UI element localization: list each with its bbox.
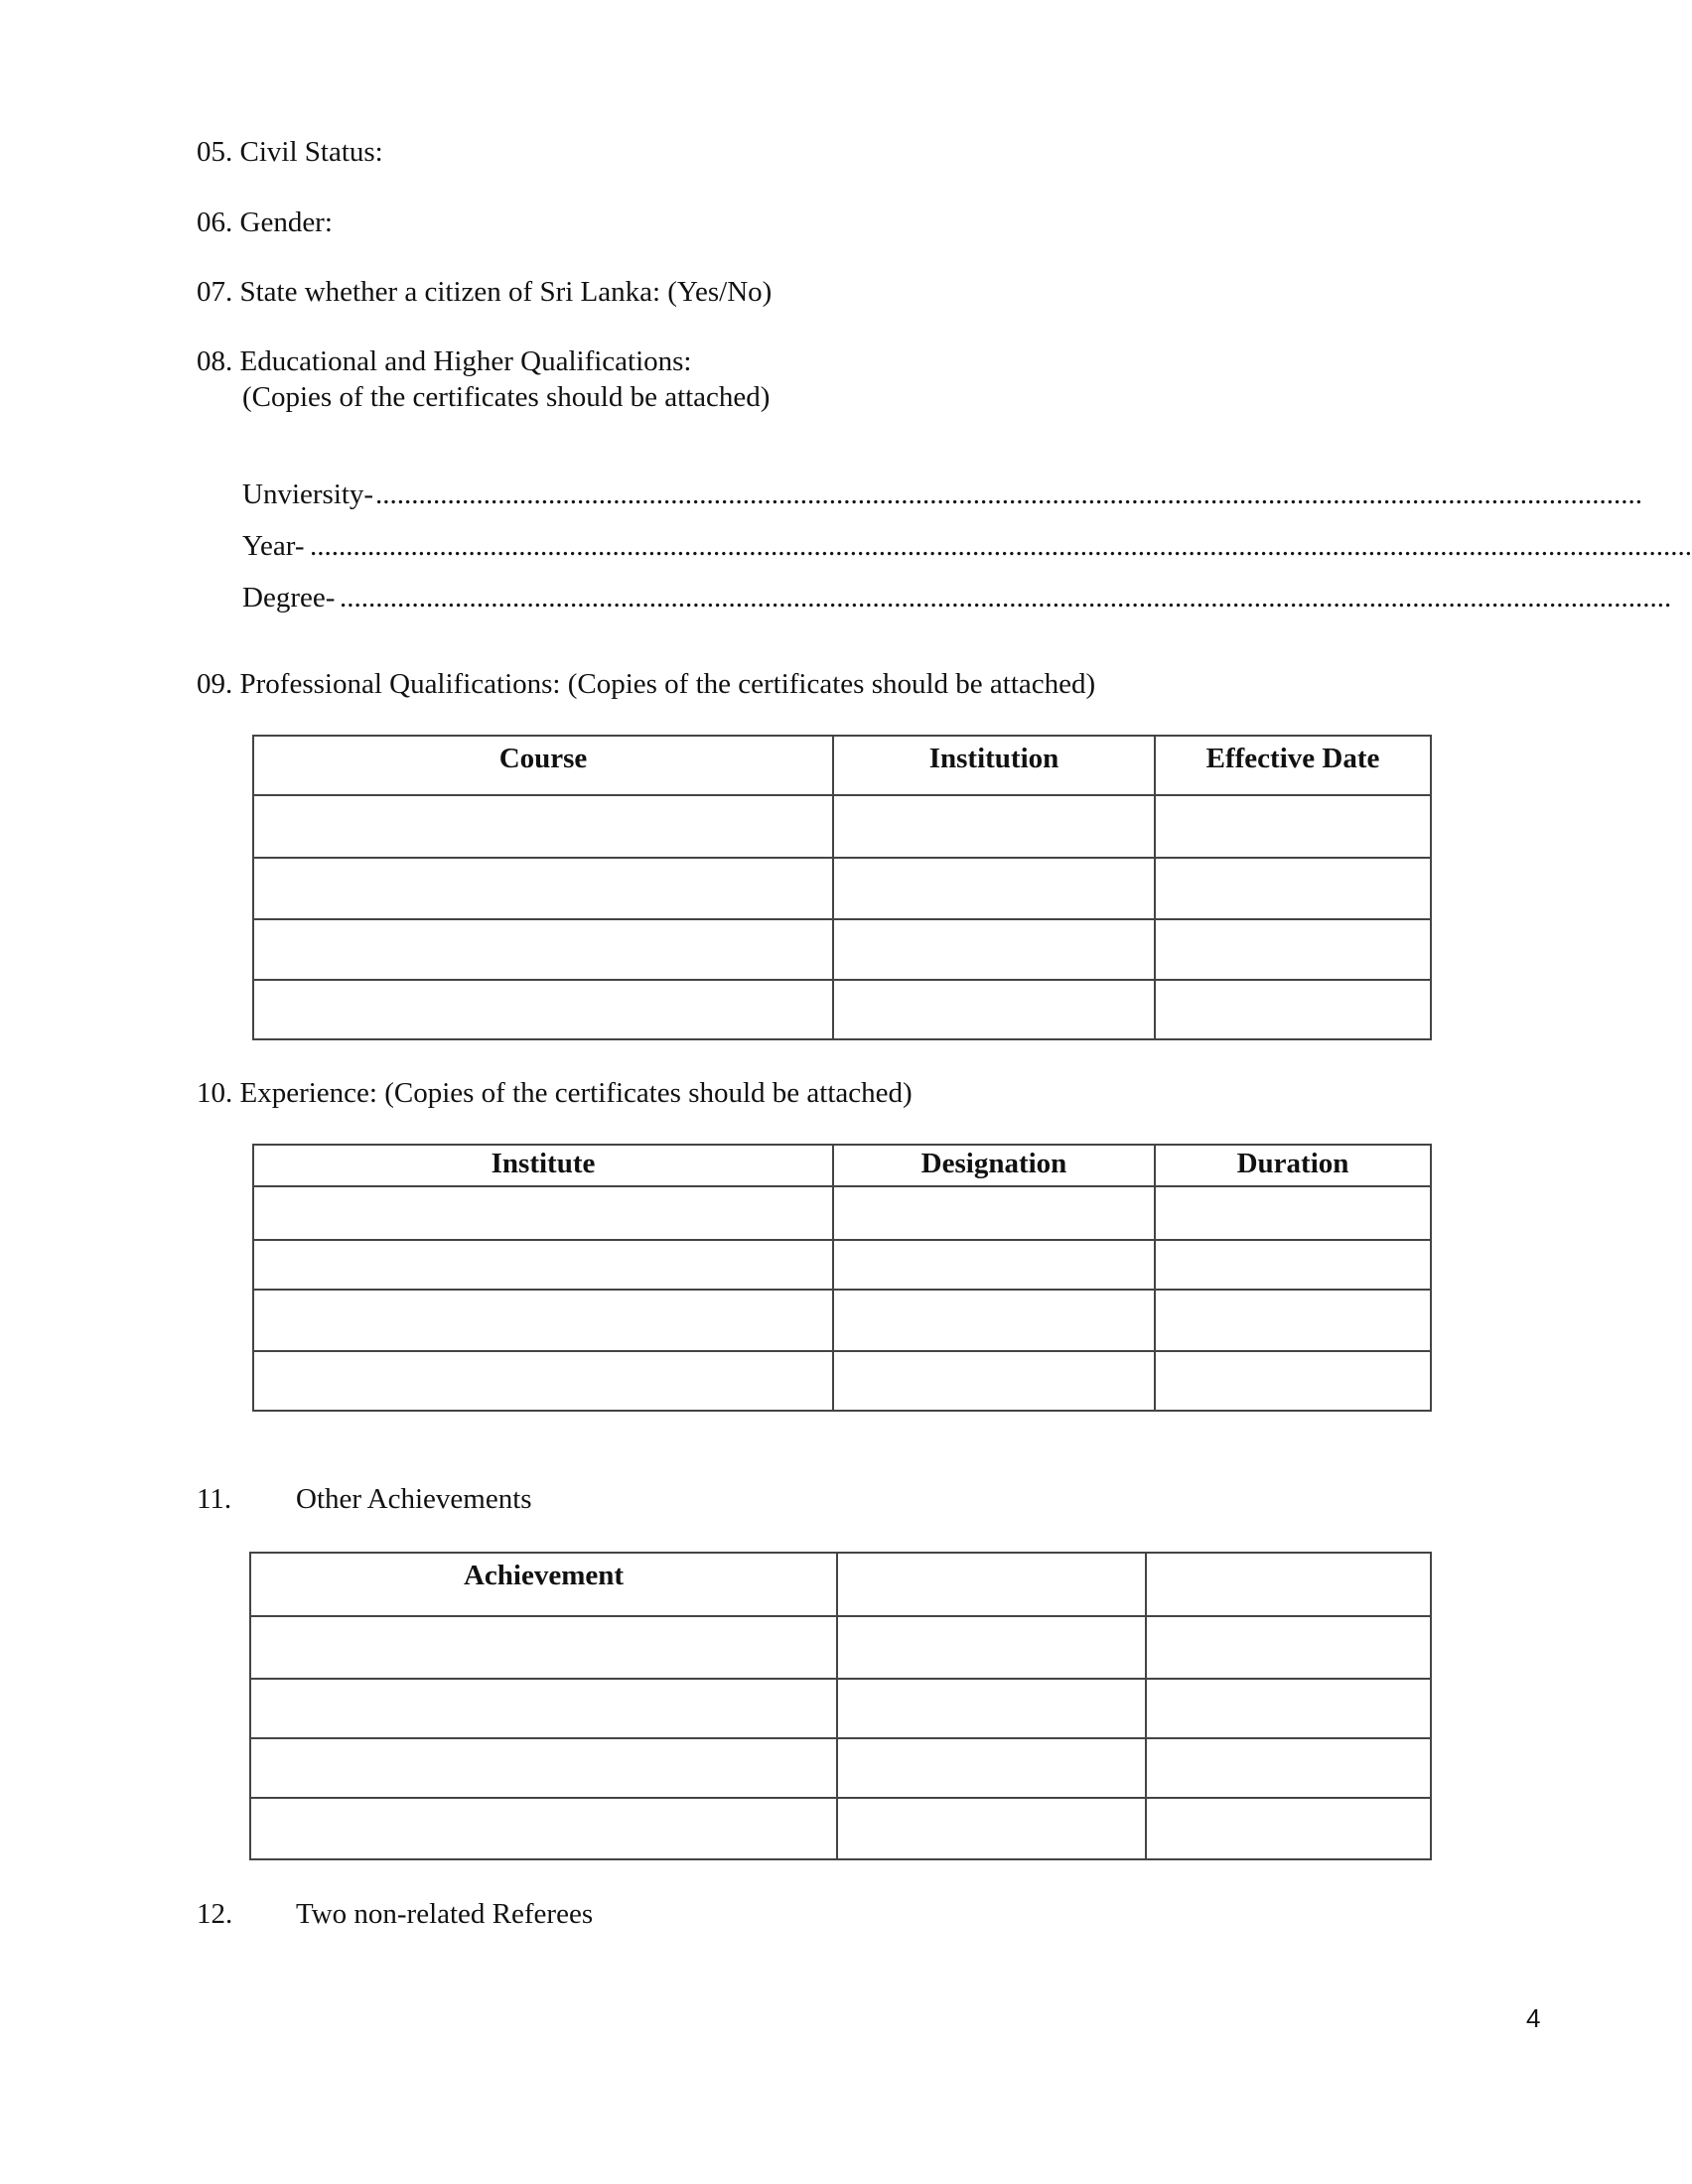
item-education-note: (Copies of the certificates should be attached) — [242, 381, 771, 413]
item-experience-title: 10. Experience: (Copies of the certificates should be attached) — [197, 1077, 913, 1109]
table-cell[interactable] — [833, 1290, 1155, 1351]
header-institute: Institute — [253, 1145, 833, 1186]
header-designation: Designation — [833, 1145, 1155, 1186]
page-number: 4 — [1526, 2003, 1541, 2033]
item-achievements-title: Other Achievements — [296, 1483, 532, 1515]
table-cell[interactable] — [1155, 1240, 1431, 1290]
table-cell[interactable] — [833, 858, 1155, 919]
university-fill-line[interactable]: ................................................................................................................................................................................ — [375, 478, 1642, 510]
table-row — [253, 919, 1431, 980]
item-referees-number: 12. — [197, 1898, 233, 1930]
table-cell[interactable] — [833, 1351, 1155, 1411]
table-row — [253, 1186, 1431, 1240]
table-cell[interactable] — [250, 1738, 837, 1798]
table-cell[interactable] — [837, 1679, 1146, 1738]
header-achievement: Achievement — [250, 1553, 837, 1616]
table-cell[interactable] — [250, 1679, 837, 1738]
table-cell[interactable] — [1146, 1616, 1431, 1679]
table-cell[interactable] — [253, 858, 833, 919]
item-referees-title: Two non-related Referees — [296, 1898, 594, 1930]
table-cell[interactable] — [1155, 919, 1431, 980]
table-cell[interactable] — [833, 919, 1155, 980]
table-cell[interactable] — [253, 919, 833, 980]
degree-label: Degree- — [242, 582, 336, 614]
table-cell[interactable] — [253, 795, 833, 858]
table-cell[interactable] — [253, 1351, 833, 1411]
table-row — [253, 1240, 1431, 1290]
achievements-table — [249, 1552, 1432, 1860]
header-institution: Institution — [833, 736, 1155, 795]
university-label: Unviersity- — [242, 478, 374, 510]
table-cell[interactable] — [1146, 1679, 1431, 1738]
table-cell[interactable] — [1155, 795, 1431, 858]
table-cell[interactable] — [1155, 858, 1431, 919]
table-row — [250, 1679, 1431, 1738]
table-cell[interactable] — [837, 1738, 1146, 1798]
table-cell[interactable] — [1155, 980, 1431, 1039]
table-cell[interactable] — [250, 1798, 837, 1859]
table-cell[interactable] — [833, 1186, 1155, 1240]
table-cell[interactable] — [1146, 1798, 1431, 1859]
header-course: Course — [253, 736, 833, 795]
table-cell[interactable] — [837, 1798, 1146, 1859]
table-row — [253, 980, 1431, 1039]
table-cell[interactable] — [1155, 1351, 1431, 1411]
table-row — [250, 1616, 1431, 1679]
header-blank — [1146, 1553, 1431, 1616]
table-cell[interactable] — [1155, 1290, 1431, 1351]
experience-table — [252, 1144, 1432, 1412]
year-fill-line[interactable]: ................................................................................................................................................................................................ — [310, 530, 1692, 562]
item-gender: 06. Gender: — [197, 206, 333, 238]
year-label: Year- — [242, 530, 305, 562]
table-cell[interactable] — [833, 795, 1155, 858]
degree-fill-line[interactable]: ......................................................................................................................................................................................... — [340, 582, 1672, 614]
table-cell[interactable] — [253, 1186, 833, 1240]
table-cell[interactable] — [833, 980, 1155, 1039]
item-education-title: 08. Educational and Higher Qualifications: — [197, 345, 692, 377]
header-duration: Duration — [1155, 1145, 1431, 1186]
table-cell[interactable] — [1146, 1738, 1431, 1798]
professional-qualifications-table — [252, 735, 1432, 1040]
item-civil-status: 05. Civil Status: — [197, 136, 383, 168]
table-cell[interactable] — [837, 1616, 1146, 1679]
table-cell[interactable] — [253, 1240, 833, 1290]
header-effective-date: Effective Date — [1155, 736, 1431, 795]
table-row — [253, 1290, 1431, 1351]
table-cell[interactable] — [253, 1290, 833, 1351]
table-row — [250, 1798, 1431, 1859]
header-blank — [837, 1553, 1146, 1616]
table-row — [253, 795, 1431, 858]
table-cell[interactable] — [833, 1240, 1155, 1290]
table-cell[interactable] — [250, 1616, 837, 1679]
item-achievements-number: 11. — [197, 1483, 232, 1515]
table-row — [253, 1351, 1431, 1411]
table-row — [253, 858, 1431, 919]
item-professional-title: 09. Professional Qualifications: (Copies of the certificates should be attached) — [197, 668, 1096, 700]
item-citizenship: 07. State whether a citizen of Sri Lanka: (Yes/No) — [197, 276, 773, 308]
table-row — [250, 1738, 1431, 1798]
table-cell[interactable] — [253, 980, 833, 1039]
table-cell[interactable] — [1155, 1186, 1431, 1240]
